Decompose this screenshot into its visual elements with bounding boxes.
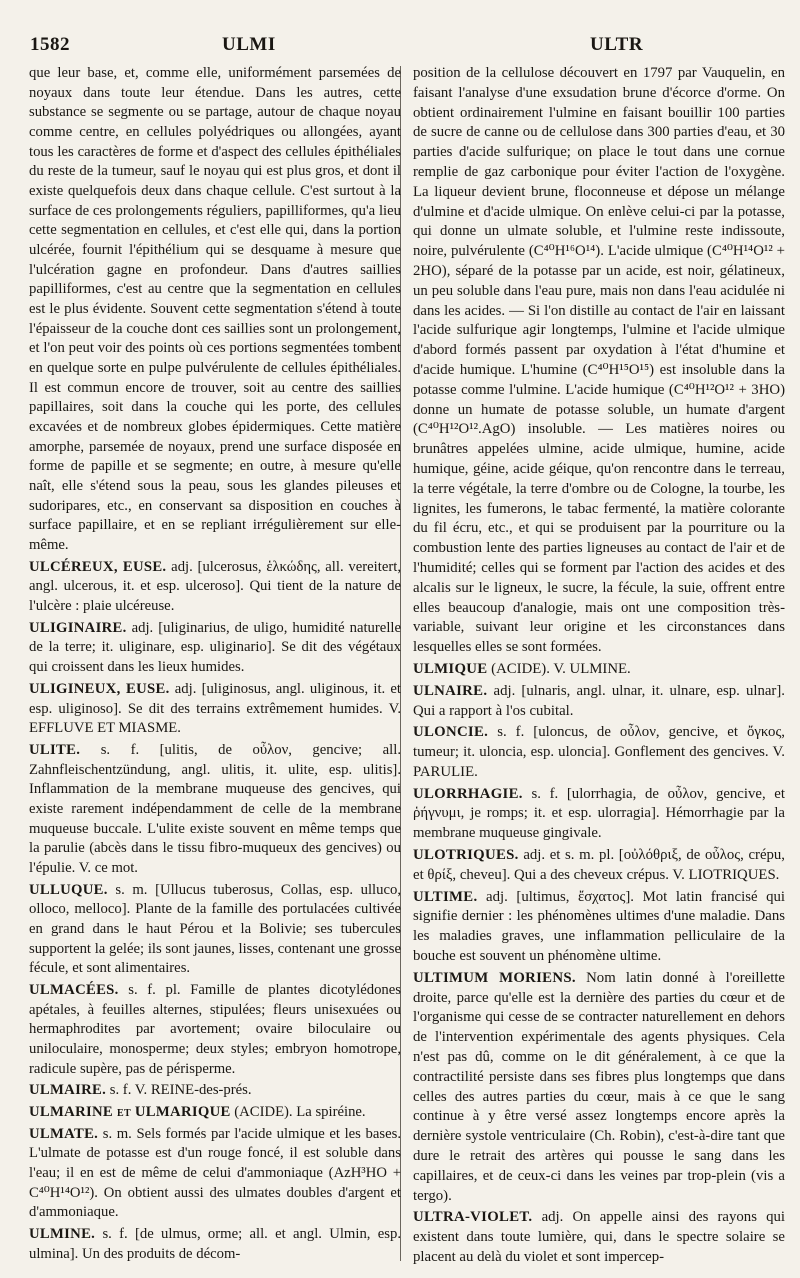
entry-headword: ULMAIRE. (29, 1082, 107, 1099)
entry-headword: ULIGINAIRE. (29, 619, 127, 636)
entry-headword: ULTIMUM MORIENS. (413, 969, 576, 986)
entry-text: adj. [uliginarius, de uligo, humidité naturelle de la terre; it. uliginare, esp. uliginario]. Se dit des végétaux qui croissent dans les lieux humides. (29, 619, 401, 676)
entry-headword: ULMATE. (29, 1125, 99, 1142)
entry-headword: ULONCIE. (413, 724, 489, 741)
dictionary-entry (29, 741, 401, 879)
entry-headword: ULOTRIQUES. (413, 847, 519, 864)
entry-headword: ULNAIRE. (413, 682, 488, 699)
entry-text: s. m. [Ullucus tuberosus, Collas, esp. ulluco, olloco, melloco]. Plante de la famille des portulacées cultivée en grand dans le haut Pérou et la Bolivie; ses tubercules supportent la gelée; ils sont jaunes, lisses, contenant une grosse fécule, et sont alimentaires. (29, 881, 401, 977)
entry-headword: ULCÉREUX, EUSE. (29, 558, 167, 575)
entry-text: s. f. V. REINE-des-prés. (109, 1082, 252, 1099)
entry-headword: ULLUQUE. (29, 881, 108, 898)
dictionary-entry (29, 558, 401, 617)
entry-headword: ULORRHAGIE. (413, 785, 523, 802)
dictionary-entry (413, 969, 785, 1207)
entry-headword: ULMIQUE (413, 660, 488, 677)
entry-text: s. m. Sels formés par l'acide ulmique et les bases. L'ulmate de potasse est d'un rouge foncé, il est soluble dans l'eau; il en est de même de celui d'ammoniaque (AzH³HO + C⁴⁰H¹⁴O¹²). On obtient aussi des ulmates doubles d'argent et d'ammoniaque. (29, 1125, 401, 1221)
entry-continuation (29, 64, 401, 556)
entry-text: que leur base, et, comme elle, uniformément parsemées de noyaux dans toute leur étendue. Dans les autres, cette substance se segmente ou se partage, autour de chaque noyau comme centre, en cellules polyédriques ou allongées, ayant tous les caractères de forme et d'aspect des cellules épithéliales du reste de la tumeur, sauf le noyau qui est plus gros, et dont il existe quelquefois deux dans chaque cellule. C'est surtout à la surface de ces prolongements réguliers, papilliformes, qu'a lieu cette segmentation en cellules, et c'est elle qui, dans la portion ulcérée, fournit l'épithélium qui se desquame à mesure que l'ulcération gagne en profondeur. Dans d'autres saillies papilliformes, c'est au centre que la segmentation en cellules est le plus évidente. Souvent cette segmentation s'étend à toute l'épaisseur de la couche dont ces saillies sont un prolongement, et l'on peut voir des points où ces portions segmentées tombent en quelque sorte en pulpe pulvérulente de cellules épithéliales. Il est commun encore de trouver, soit au centre des saillies papillaires, soit dans la couche qui les porte, des cellules excavées et de nombreux globes épidermiques. Cette matière amorphe, parsemée de noyaux, prend une surface disposée en forme de papille et se segmente; en outre, à mesure qu'elle naît, elle s'étend sous la peau, sous les glandes pileuses et sudoripares, etc., en conservant sa disposition en couches à surface papillaire, et en se repliant irrégulièrement sur elle-même. (29, 65, 401, 554)
left-column (29, 64, 401, 1264)
right-column (413, 64, 785, 1268)
dictionary-entry (413, 846, 785, 886)
entry-text: adj. [ultimus, ἔσχατος]. Mot latin francisé qui signifie dernier : les phénomènes ultimes d'une maladie. Dans les maladies graves, une inflammation pelliculaire de la bouche est souvent un phénomène ultime. (413, 888, 785, 965)
dictionary-entry (29, 680, 401, 739)
entry-text: Nom latin donné à l'oreillette droite, parce qu'elle est la dernière des parties du cœur et de l'organisme qui cesse de se contracter naturellement en dehors de l'intervention expérimentale des agents physiques. Cela n'est pas dû, comme on le dit généralement, à ce que la contractilité persiste dans ses fibres plus longtemps que dans celles des autres parties du cœur, mais à ce que le sang continue à y être versé assez longtemps encore après la dernière systole ventriculaire (Ch. Robin), c'est-à-dire tant que dure le retrait des artères qui pousse le sang dans les capillaires, et de ceux-ci dans les veines par trop-plein (vis a tergo). (413, 969, 785, 1204)
entry-headword: ULIGINEUX, EUSE. (29, 680, 170, 697)
dictionary-entry (29, 1081, 401, 1101)
entry-headword: ULTRA-VIOLET. (413, 1209, 533, 1226)
dictionary-entry (413, 723, 785, 782)
entry-text: adj. On appelle ainsi des rayons qui existent dans toute lumière, qui, dans le spectre solaire se placent au delà du violet et sont impercep- (413, 1209, 785, 1266)
dictionary-entry (29, 1225, 401, 1264)
dictionary-entry (29, 1125, 401, 1223)
entry-headword: ULMARINE et ULMARIQUE (29, 1103, 231, 1120)
entry-text: position de la cellulose découvert en 1797 par Vauquelin, en faisant l'analyse d'une exsudation brune d'écorce d'orme. On obtient ordinairement l'ulmine en faisant bouillir 100 parties de sucre de canne ou de cellulose dans 300 parties d'eau, et 30 parties d'acide sulfurique; on place le tout dans une cornue remplie de gaz carbonique pour éviter l'action de l'oxygène. La liqueur devient brune, floconneuse et dépose un mélange d'ulmine et d'acide ulmique. On enlève celui-ci par la potasse, qui donne un ulmate soluble, et l'ulmine reste indissoute, noire, pulvérulente (C⁴⁰H¹⁶O¹⁴). L'acide ulmique (C⁴⁰H¹⁴O¹² + 2HO), séparé de la potasse par un acide, est noir, gélatineux, un peu soluble dans l'eau pure, mais non dans l'eau acidulée ni dans les acides. — Si l'on distille au contact de l'air en laissant l'acide sulfurique agir longtemps, l'ulmine et l'acide ulmique d'abord formés passent par oxydation à l'état d'humine et d'acide humique. L'humine (C⁴⁰H¹⁵O¹⁵) est insoluble dans la potasse comme l'ulmine. L'acide humique (C⁴⁰H¹²O¹² + 3HO) donne un humate de potasse soluble, un humate d'argent (C⁴⁰H¹²O¹².AgO) insoluble. — Les matières noires ou brunâtres appelées ulmine, acide ulmique, humine, acide humique, géine, acide géique, qu'on rencontre dans le terreau, la terre végétale, la terre d'ombre ou de Cologne, la tourbe, les lignites, les fumerons, le tabac fermenté, la matière colorante du fil écru, etc., et qui se produisent par la pourriture ou la combustion lente des parties ligneuses au contact de l'air et de l'humidité; celles qui se forment par l'action des acides et des alcalis sur le ligneux, le sucre, la fécule, la suie, offrent entre elles beaucoup d'analogie, mais ont une composition très-variable, suivant leur origine et les circonstances dans lesquelles elles se sont formées. (413, 65, 785, 656)
entry-text: adj. [ulcerosus, ἑλκώδης, all. vereitert, angl. ulcerous, it. et esp. ulceroso]. Qui tient de la nature de l'ulcère : plaie ulcéreuse. (29, 558, 402, 615)
dictionary-entry (29, 981, 401, 1079)
left-running-head: ULMI (222, 34, 276, 55)
dictionary-entry (29, 1103, 401, 1123)
dictionary-entry (413, 660, 785, 680)
dictionary-entry (413, 1208, 785, 1267)
entry-text: s. f. pl. Famille de plantes dicotylédones apétales, à feuilles alternes, stipulées; fleurs unisexuées ou hermaphrodites par avortement; ovaire biloculaire ou uniloculaire, monosperme; deux styles; embryon homotrope, radicule supère, pas de périsperme. (29, 981, 402, 1077)
entry-continuation (413, 64, 785, 658)
running-header (30, 34, 775, 60)
dictionary-entry (29, 881, 401, 979)
dictionary-entry (413, 785, 785, 844)
entry-text: s. f. [ulorrhagia, de οὖλον, gencive, et ῥήγνυμι, je romps; it. et esp. ulorragia]. Hémorrhagie par la membrane muqueuse gingivale. (413, 785, 785, 842)
dictionary-entry (29, 619, 401, 678)
entry-headword: ULMINE. (29, 1225, 96, 1242)
entry-headword: ULTIME. (413, 888, 478, 905)
entry-text: adj. [ulnaris, angl. ulnar, it. ulnare, esp. ulnar]. Qui a rapport à l'os cubital. (413, 682, 785, 719)
entry-text: s. f. [ulitis, de οὖλον, gencive; all. Zahnfleischentzündung, angl. ulitis, it. ulite, esp. ulitis]. Inflammation de la membrane muqueuse des gencives, qui existe rarement indépendamment de celle de la membrane muqueuse buccale. L'ulite existe souvent en même temps que la parulie (abcès dans le tissu fibro-muqueux des gencives) ou l'épulie. V. ce mot. (29, 741, 401, 876)
entry-text: adj. et s. m. pl. [οὐλόθριξ, de οὖλος, crépu, et θρίξ, cheveu]. Qui a des cheveux crépus. V. LIOTRIQUES. (413, 847, 786, 883)
dictionary-entry (413, 888, 785, 967)
entry-text: adj. [uliginosus, angl. uliginous, it. et esp. uliginoso]. Se dit des terrains extrêmement humides. V. EFFLUVE ET MIASME. (29, 680, 402, 737)
entry-text: s. f. [de ulmus, orme; all. et angl. Ulmin, esp. ulmina]. Un des produits de décom- (29, 1225, 401, 1262)
entry-text: (ACIDE). V. ULMINE. (491, 660, 631, 677)
entry-text: s. f. [uloncus, de οὖλον, gencive, et ὄγκος, tumeur; it. uloncia, esp. uloncia]. Gonflement des gencives. V. PARULIE. (413, 724, 786, 780)
right-running-head: ULTR (590, 34, 644, 55)
entry-text: (ACIDE). La spiréine. (234, 1103, 366, 1120)
entry-headword: ULMACÉES. (29, 981, 119, 998)
page-number: 1582 (30, 34, 70, 55)
dictionary-entry (413, 682, 785, 722)
entry-headword: ULITE. (29, 741, 81, 758)
